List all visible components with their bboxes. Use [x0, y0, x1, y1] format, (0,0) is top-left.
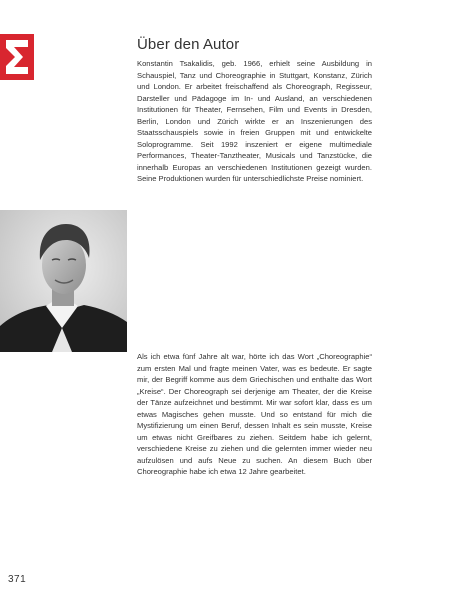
publisher-logo-icon — [0, 34, 34, 80]
author-quote-paragraph: Als ich etwa fünf Jahre alt war, hörte ich das Wort „Choreographie“ zum ersten Mal und fragte meinen Vater, was es bedeute. Er sagte mir, der Begriff komme aus dem Griechischen und enthalte das Wort „Kreise“. Der Choreograph sei derjenige am Theater, der die Kreise der Tänze aufzeichnet und bestimmt. Mir war sofort klar, dass es um etwas Magisches gehen musste. Und so entstand für mich die Mystifizierung um einen Beruf, dessen Inhalt es sein musste, Kreise um etwas nicht Greifbares zu ziehen. Seitdem habe ich gelernt, verschiedene Kreise zu ziehen und die gelernten immer wieder neu aufzulösen und aufs Neue zu suchen. An diesem Buch über Choreographie habe ich etwa 12 Jahre gearbeitet. — [137, 352, 372, 476]
page-number: 371 — [8, 574, 27, 585]
section-title: Über den Autor — [137, 36, 240, 53]
author-bio-paragraph: Konstantin Tsakalidis, geb. 1966, erhielt seine Ausbildung in Schauspiel, Tanz und Choreographie in Stuttgart, Konstanz, Zürich und London. Er arbeitet freischaffend als Choreograph, Regisseur, Darsteller und Pädagoge im In- und Ausland, an verschiedenen Institutionen für Theater, Fernsehen, Film und Events in Dresden, Berlin, London und Zürich wirkte er an Inszenierungen des Staatsschauspiels sowie in freien Gruppen mit und entwickelte Soloprogramme. Seit 1992 inszeniert er eigene multimediale Performances, Theater-Tanztheater, Musicals und Tanzstücke, die innerhalb Europas an verschiedenen Institutionen gezeigt wurden. Seine Produktionen wurden für unterschiedlichste Preise nominiert. — [137, 59, 372, 183]
author-portrait-photo — [0, 210, 127, 352]
